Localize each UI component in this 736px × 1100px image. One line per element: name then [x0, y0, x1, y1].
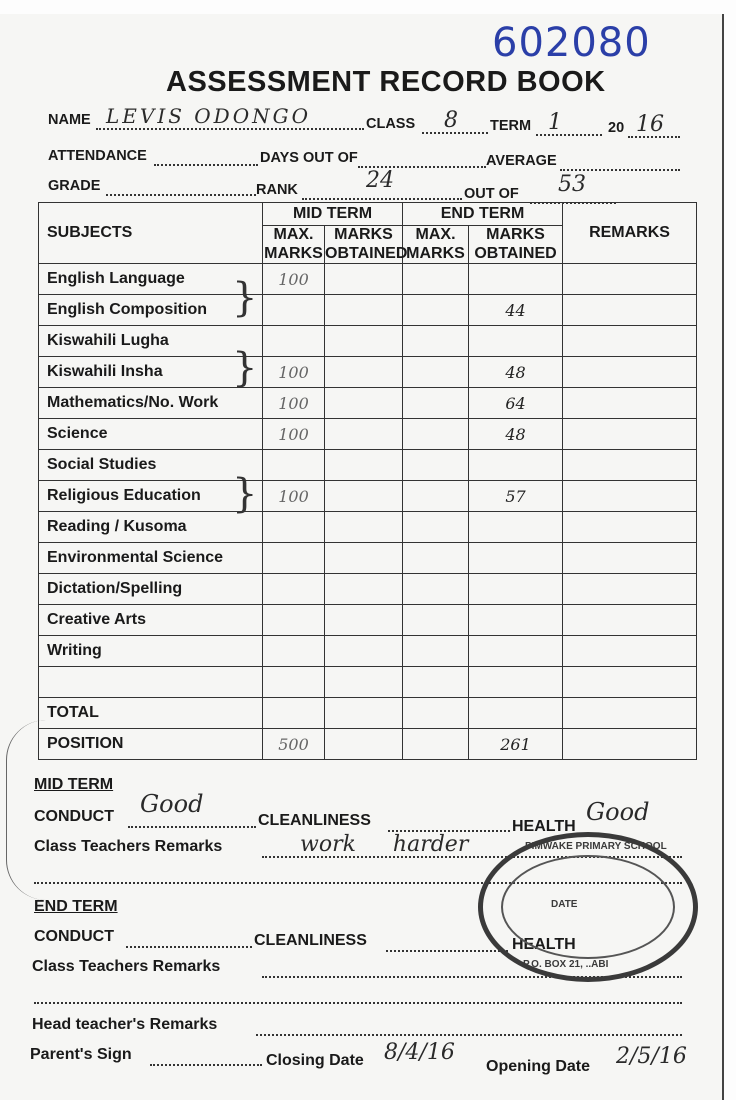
mid-marks-obtained-cell — [325, 264, 403, 295]
end-max-marks-cell — [403, 667, 469, 698]
closing-date-label: Closing Date — [266, 1052, 364, 1069]
attendance-line — [154, 164, 258, 166]
days-out-of-label: DAYS OUT OF — [260, 150, 358, 166]
name-line — [96, 128, 364, 130]
end-marks-obtained-cell — [469, 264, 563, 295]
social-re-brace-icon: } — [232, 471, 258, 517]
end-marks-obtained-cell — [469, 450, 563, 481]
end-marks-obtained-header: MARKS OBTAINED — [469, 226, 563, 264]
mid-max-marks-cell — [263, 295, 325, 326]
term-line — [536, 134, 602, 136]
margin-pencil-mark — [6, 720, 47, 900]
mid-term-header: MID TERM — [263, 203, 403, 226]
table-row — [39, 388, 697, 419]
subject-cell: Environmental Science — [39, 543, 263, 574]
mid-marks-obtained-cell — [325, 605, 403, 636]
remarks-cell — [563, 419, 697, 450]
mid-max-marks-cell — [263, 512, 325, 543]
page-title: ASSESSMENT RECORD BOOK — [166, 66, 606, 98]
out-of-label: OUT OF — [464, 186, 519, 202]
remarks-cell — [563, 295, 697, 326]
table-row — [39, 667, 697, 698]
mid-marks-obtained-cell — [325, 574, 403, 605]
subject-cell: Social Studies — [39, 450, 263, 481]
mid-max-marks-header: MAX. MARKS — [264, 226, 323, 262]
end-max-marks-cell — [403, 357, 469, 388]
mid-cleanliness-label: CLEANLINESS — [258, 812, 371, 829]
closing-date-value: 8/4/16 — [384, 1040, 455, 1065]
mid-max-marks-cell — [263, 667, 325, 698]
parent-sign-label: Parent's Sign — [30, 1046, 132, 1063]
mid-max-marks-cell — [263, 326, 325, 357]
remarks-cell — [563, 264, 697, 295]
table-row — [39, 481, 697, 512]
mid-max-marks-cell: 100 — [263, 264, 325, 295]
marks-table — [38, 202, 697, 760]
opening-date-label: Opening Date — [486, 1058, 591, 1075]
mid-marks-obtained-cell — [325, 388, 403, 419]
mid-max-marks-cell: 100 — [263, 357, 325, 388]
subject-cell: Creative Arts — [39, 605, 263, 636]
table-row — [39, 357, 697, 388]
student-year: 16 — [636, 112, 664, 137]
end-marks-obtained-cell — [469, 512, 563, 543]
average-label: AVERAGE — [486, 153, 557, 169]
subject-cell: Mathematics/No. Work — [39, 388, 263, 419]
rank-line — [302, 198, 462, 200]
end-marks-obtained-cell — [469, 667, 563, 698]
remarks-cell — [563, 543, 697, 574]
grade-label: GRADE — [48, 178, 101, 194]
english-brace-icon: } — [232, 275, 258, 321]
end-max-marks-cell — [403, 450, 469, 481]
end-max-marks-cell — [403, 636, 469, 667]
end-max-marks-cell — [403, 264, 469, 295]
remarks-cell — [563, 450, 697, 481]
stamp-middle-text: DATE — [551, 899, 578, 910]
school-stamp — [478, 832, 698, 982]
end-marks-obtained-cell: 261 — [469, 729, 563, 760]
mid-term-heading: MID TERM — [34, 776, 114, 793]
document-number: 602080 — [492, 20, 651, 66]
end-conduct-line — [126, 946, 252, 948]
end-max-marks-cell — [403, 729, 469, 760]
mid-marks-obtained-cell — [325, 543, 403, 574]
class-label: CLASS — [366, 116, 416, 132]
subject-cell: Religious Education — [39, 481, 263, 512]
remarks-cell — [563, 698, 697, 729]
end-max-marks-cell — [403, 326, 469, 357]
mid-max-marks-cell — [263, 574, 325, 605]
end-health-label: HEALTH — [512, 936, 576, 953]
subject-cell — [39, 667, 263, 698]
mid-marks-obtained-cell — [325, 667, 403, 698]
subject-cell: English Composition — [39, 295, 263, 326]
subjects-header: SUBJECTS — [39, 203, 263, 264]
table-row — [39, 326, 697, 357]
end-marks-obtained-cell: 64 — [469, 388, 563, 419]
end-max-marks-cell — [403, 512, 469, 543]
student-class: 8 — [444, 108, 458, 133]
mid-marks-obtained-cell — [325, 512, 403, 543]
end-max-marks-cell — [403, 605, 469, 636]
end-marks-obtained-cell: 48 — [469, 357, 563, 388]
table-header-row — [39, 203, 697, 226]
table-row — [39, 295, 697, 326]
remarks-cell — [563, 481, 697, 512]
grade-line — [106, 194, 256, 196]
mid-max-marks-cell: 500 — [263, 729, 325, 760]
end-cleanliness-label: CLEANLINESS — [254, 932, 367, 949]
end-max-marks-cell — [403, 481, 469, 512]
mid-max-marks-cell — [263, 605, 325, 636]
end-max-marks-cell — [403, 543, 469, 574]
table-row — [39, 636, 697, 667]
table-row — [39, 698, 697, 729]
rank-label: RANK — [256, 182, 298, 198]
name-label: NAME — [48, 112, 91, 128]
head-teacher-remarks-label: Head teacher's Remarks — [32, 1016, 218, 1033]
end-marks-obtained-cell — [469, 543, 563, 574]
end-term-heading: END TERM — [34, 898, 118, 915]
mid-max-marks-cell: 100 — [263, 481, 325, 512]
mid-conduct-line — [128, 826, 256, 828]
table-row — [39, 543, 697, 574]
stamp-inner-ring — [501, 855, 675, 959]
end-marks-obtained-cell — [469, 326, 563, 357]
subject-cell: Dictation/Spelling — [39, 574, 263, 605]
end-max-marks-cell — [403, 388, 469, 419]
remarks-cell — [563, 667, 697, 698]
table-row — [39, 574, 697, 605]
mid-marks-obtained-cell — [325, 295, 403, 326]
remarks-cell — [563, 326, 697, 357]
mid-max-marks-cell: 100 — [263, 419, 325, 450]
end-marks-obtained-cell — [469, 698, 563, 729]
average-line — [560, 169, 680, 171]
subject-cell: English Language — [39, 264, 263, 295]
mid-marks-obtained-cell — [325, 481, 403, 512]
table-row — [39, 419, 697, 450]
mid-marks-obtained-cell — [325, 357, 403, 388]
mid-health-label: HEALTH — [512, 818, 576, 835]
mid-marks-obtained-header: MARKS OBTAINED — [325, 226, 408, 262]
end-marks-obtained-cell: 57 — [469, 481, 563, 512]
subject-cell: POSITION — [39, 729, 263, 760]
mid-marks-obtained-cell — [325, 450, 403, 481]
mid-marks-obtained-cell — [325, 636, 403, 667]
mid-marks-obtained-cell — [325, 729, 403, 760]
remarks-header: REMARKS — [563, 203, 697, 264]
kiswahili-brace-icon: } — [232, 345, 258, 391]
mid-health-value: Good — [586, 798, 650, 826]
end-remarks-line-2 — [34, 1002, 682, 1004]
mid-max-marks-cell: 100 — [263, 388, 325, 419]
subject-cell: Kiswahili Insha — [39, 357, 263, 388]
head-teacher-remarks-line — [256, 1034, 682, 1036]
end-marks-obtained-cell: 44 — [469, 295, 563, 326]
subject-cell: Kiswahili Lugha — [39, 326, 263, 357]
end-term-header: END TERM — [403, 203, 563, 226]
subject-cell: Writing — [39, 636, 263, 667]
table-row — [39, 605, 697, 636]
mid-max-marks-cell — [263, 543, 325, 574]
remarks-cell — [563, 729, 697, 760]
stamp-bottom-text: P.O. BOX 21, ..ABI — [523, 959, 609, 970]
mid-marks-obtained-cell — [325, 419, 403, 450]
subject-cell: Reading / Kusoma — [39, 512, 263, 543]
end-max-marks-cell — [403, 419, 469, 450]
end-max-marks-cell — [403, 574, 469, 605]
end-max-marks-cell — [403, 295, 469, 326]
table-row — [39, 729, 697, 760]
end-marks-obtained-cell — [469, 574, 563, 605]
year-prefix-label: 20 — [608, 120, 625, 136]
parent-sign-line — [150, 1064, 262, 1066]
end-max-marks-header: MAX. MARKS — [403, 226, 469, 264]
end-max-marks-cell — [403, 698, 469, 729]
remarks-cell — [563, 357, 697, 388]
student-term: 1 — [548, 110, 562, 135]
mid-remarks-value: work harder — [300, 832, 469, 857]
mid-conduct-label: CONDUCT — [34, 808, 114, 825]
term-label: TERM — [490, 118, 532, 134]
table-row — [39, 512, 697, 543]
opening-date-value: 2/5/16 — [616, 1044, 687, 1069]
student-rank: 24 — [366, 168, 394, 193]
mid-conduct-value: Good — [140, 790, 204, 818]
attendance-label: ATTENDANCE — [48, 148, 147, 164]
table-row — [39, 264, 697, 295]
mid-marks-obtained-cell — [325, 326, 403, 357]
mid-marks-obtained-cell — [325, 698, 403, 729]
mid-max-marks-cell — [263, 636, 325, 667]
end-marks-obtained-cell — [469, 605, 563, 636]
end-cleanliness-line — [386, 950, 508, 952]
end-marks-obtained-cell: 48 — [469, 419, 563, 450]
remarks-cell — [563, 574, 697, 605]
end-conduct-label: CONDUCT — [34, 928, 114, 945]
mid-max-marks-cell — [263, 450, 325, 481]
class-size: 53 — [558, 172, 586, 197]
subject-cell: TOTAL — [39, 698, 263, 729]
stamp-top-text: PIMWAKE PRIMARY SCHOOL — [525, 841, 667, 852]
student-name: LEVIS ODONGO — [106, 104, 311, 128]
end-marks-obtained-cell — [469, 636, 563, 667]
mid-max-marks-cell — [263, 698, 325, 729]
remarks-cell — [563, 605, 697, 636]
mid-remarks-label: Class Teachers Remarks — [34, 838, 223, 855]
table-row — [39, 450, 697, 481]
subject-cell: Science — [39, 419, 263, 450]
remarks-cell — [563, 388, 697, 419]
end-remarks-label: Class Teachers Remarks — [32, 958, 221, 975]
remarks-cell — [563, 512, 697, 543]
remarks-cell — [563, 636, 697, 667]
